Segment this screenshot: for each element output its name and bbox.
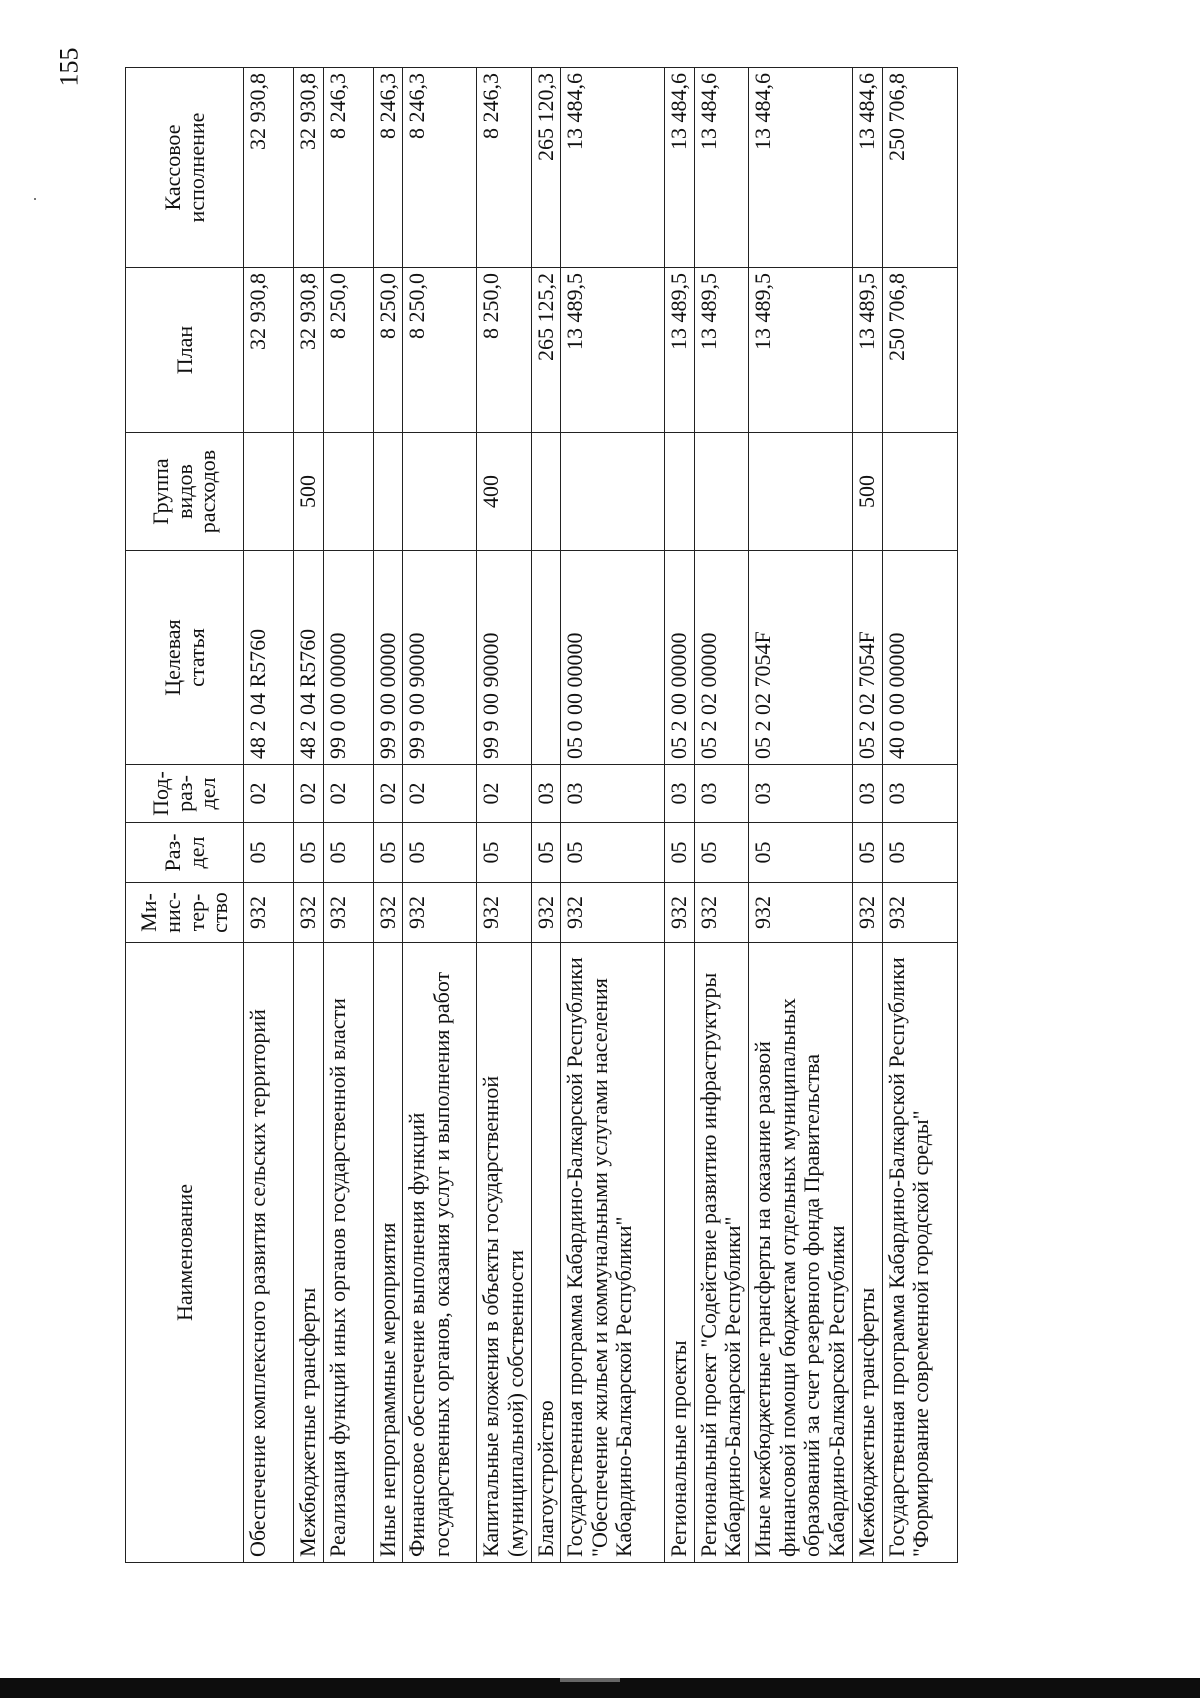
- cell-plan: 8 250,0: [477, 268, 531, 433]
- table-row: [323, 68, 373, 1563]
- cell-plan: 13 489,5: [694, 268, 748, 433]
- cell-target: [531, 551, 561, 765]
- budget-table: [125, 67, 958, 1563]
- cell-section: 05: [749, 823, 853, 883]
- cell-section: 05: [665, 823, 695, 883]
- cell-execution: 265 120,3: [531, 68, 561, 268]
- cell-name: Межбюджетные трансферты: [294, 943, 324, 1563]
- cell-ministry: 932: [882, 883, 957, 943]
- table-row: [294, 68, 324, 1563]
- cell-ministry: 932: [561, 883, 665, 943]
- cell-section: 05: [882, 823, 957, 883]
- cell-execution: 8 246,3: [323, 68, 373, 268]
- cell-name: Региональный проект "Содействие развитию инфраструктуры Кабардино-Балкарской Республики": [694, 943, 748, 1563]
- cell-target: 05 2 00 00000: [665, 551, 695, 765]
- cell-execution: 32 930,8: [294, 68, 324, 268]
- cell-name: Иные непрограммные мероприятия: [373, 943, 403, 1563]
- cell-name: Финансовое обеспечение выполнения функций государственных органов, оказания услуг и выполнения работ: [403, 943, 477, 1563]
- cell-group: [531, 433, 561, 551]
- cell-target: 05 2 02 00000: [694, 551, 748, 765]
- cell-subsection: 02: [244, 765, 294, 823]
- cell-section: 05: [561, 823, 665, 883]
- cell-plan: 32 930,8: [244, 268, 294, 433]
- page-number: [54, 47, 84, 86]
- header-subsection: Под- раз- дел: [126, 765, 244, 823]
- header-ministry: Ми- нис- тер- ство: [126, 883, 244, 943]
- cell-ministry: 932: [294, 883, 324, 943]
- cell-target: 05 0 00 00000: [561, 551, 665, 765]
- cell-subsection: 02: [294, 765, 324, 823]
- cell-subsection: 03: [882, 765, 957, 823]
- table-row: [477, 68, 531, 1563]
- cell-group: 500: [853, 433, 883, 551]
- cell-target: 99 9 00 00000: [373, 551, 403, 765]
- table-row: [665, 68, 695, 1563]
- cell-section: 05: [373, 823, 403, 883]
- cell-name: Межбюджетные трансферты: [853, 943, 883, 1563]
- cell-execution: 13 484,6: [749, 68, 853, 268]
- cell-name: Региональные проекты: [665, 943, 695, 1563]
- header-target: Целевая статья: [126, 551, 244, 765]
- cell-plan: 265 125,2: [531, 268, 561, 433]
- header-section: Раз- дел: [126, 823, 244, 883]
- cell-section: 05: [477, 823, 531, 883]
- cell-execution: 32 930,8: [244, 68, 294, 268]
- cell-group: [749, 433, 853, 551]
- cell-name: Благоустройство: [531, 943, 561, 1563]
- cell-group: [244, 433, 294, 551]
- cell-subsection: 03: [561, 765, 665, 823]
- cell-target: 99 0 00 00000: [323, 551, 373, 765]
- cell-group: [323, 433, 373, 551]
- cell-subsection: 03: [694, 765, 748, 823]
- cell-name: Иные межбюджетные трансферты на оказание разовой финансовой помощи бюджетам отдельных муниципальных образований за счет резервного фонда Правительства Кабардино-Балкарской Республики: [749, 943, 853, 1563]
- table-row: [749, 68, 853, 1563]
- header-group: Группа видов расходов: [126, 433, 244, 551]
- cell-plan: 13 489,5: [561, 268, 665, 433]
- table-row: [561, 68, 665, 1563]
- cell-group: [665, 433, 695, 551]
- cell-subsection: 02: [403, 765, 477, 823]
- cell-ministry: 932: [749, 883, 853, 943]
- cell-execution: 13 484,6: [561, 68, 665, 268]
- table-row: [531, 68, 561, 1563]
- rotated-table-container: [125, 68, 934, 1563]
- cell-group: [694, 433, 748, 551]
- cell-subsection: 03: [531, 765, 561, 823]
- cell-group: [403, 433, 477, 551]
- cell-execution: 13 484,6: [853, 68, 883, 268]
- cell-execution: 250 706,8: [882, 68, 957, 268]
- cell-plan: 13 489,5: [665, 268, 695, 433]
- cell-subsection: 02: [323, 765, 373, 823]
- cell-section: 05: [294, 823, 324, 883]
- cell-group: 500: [294, 433, 324, 551]
- cell-name: Государственная программа Кабардино-Балкарской Республики "Обеспечение жильем и коммунальными услугами населения Кабардино-Балкарской Республики": [561, 943, 665, 1563]
- scanner-border-notch: [560, 1678, 620, 1682]
- cell-plan: 32 930,8: [294, 268, 324, 433]
- cell-execution: 13 484,6: [694, 68, 748, 268]
- cell-ministry: 932: [373, 883, 403, 943]
- cell-subsection: 03: [749, 765, 853, 823]
- cell-target: 99 9 00 90000: [477, 551, 531, 765]
- cell-group: [561, 433, 665, 551]
- cell-name: Обеспечение комплексного развития сельских территорий: [244, 943, 294, 1563]
- cell-plan: 8 250,0: [323, 268, 373, 433]
- scanner-border: [0, 1678, 1200, 1698]
- cell-execution: 8 246,3: [373, 68, 403, 268]
- cell-name: Государственная программа Кабардино-Балкарской Республики "Формирование современной городской среды": [882, 943, 957, 1563]
- cell-section: 05: [323, 823, 373, 883]
- cell-plan: 8 250,0: [373, 268, 403, 433]
- table-header-row: [126, 68, 244, 1563]
- table-row: [694, 68, 748, 1563]
- cell-ministry: 932: [694, 883, 748, 943]
- cell-section: 05: [694, 823, 748, 883]
- cell-subsection: 02: [373, 765, 403, 823]
- cell-group: 400: [477, 433, 531, 551]
- cell-target: 05 2 02 7054F: [853, 551, 883, 765]
- scan-speck: [34, 198, 36, 200]
- cell-ministry: 932: [853, 883, 883, 943]
- cell-name: Капитальные вложения в объекты государственной (муниципальной) собственности: [477, 943, 531, 1563]
- cell-execution: 8 246,3: [477, 68, 531, 268]
- cell-group: [882, 433, 957, 551]
- cell-target: 05 2 02 7054F: [749, 551, 853, 765]
- cell-section: 05: [403, 823, 477, 883]
- cell-section: 05: [853, 823, 883, 883]
- cell-ministry: 932: [531, 883, 561, 943]
- cell-ministry: 932: [665, 883, 695, 943]
- page-number-text: 155: [54, 47, 84, 86]
- table-row: [853, 68, 883, 1563]
- table-row: [244, 68, 294, 1563]
- cell-plan: 13 489,5: [853, 268, 883, 433]
- cell-ministry: 932: [477, 883, 531, 943]
- cell-section: 05: [244, 823, 294, 883]
- cell-group: [373, 433, 403, 551]
- cell-subsection: 03: [665, 765, 695, 823]
- table-row: [882, 68, 957, 1563]
- cell-plan: 8 250,0: [403, 268, 477, 433]
- header-name: Наименование: [126, 943, 244, 1563]
- cell-target: 48 2 04 R5760: [294, 551, 324, 765]
- cell-target: 99 9 00 90000: [403, 551, 477, 765]
- cell-execution: 8 246,3: [403, 68, 477, 268]
- cell-execution: 13 484,6: [665, 68, 695, 268]
- cell-target: 48 2 04 R5760: [244, 551, 294, 765]
- cell-subsection: 02: [477, 765, 531, 823]
- cell-plan: 250 706,8: [882, 268, 957, 433]
- cell-plan: 13 489,5: [749, 268, 853, 433]
- table-row: [403, 68, 477, 1563]
- header-plan: План: [126, 268, 244, 433]
- cell-target: 40 0 00 00000: [882, 551, 957, 765]
- header-execution: Кассовое исполнение: [126, 68, 244, 268]
- cell-ministry: 932: [244, 883, 294, 943]
- cell-ministry: 932: [403, 883, 477, 943]
- cell-ministry: 932: [323, 883, 373, 943]
- cell-name: Реализация функций иных органов государственной власти: [323, 943, 373, 1563]
- cell-section: 05: [531, 823, 561, 883]
- cell-subsection: 03: [853, 765, 883, 823]
- table-row: [373, 68, 403, 1563]
